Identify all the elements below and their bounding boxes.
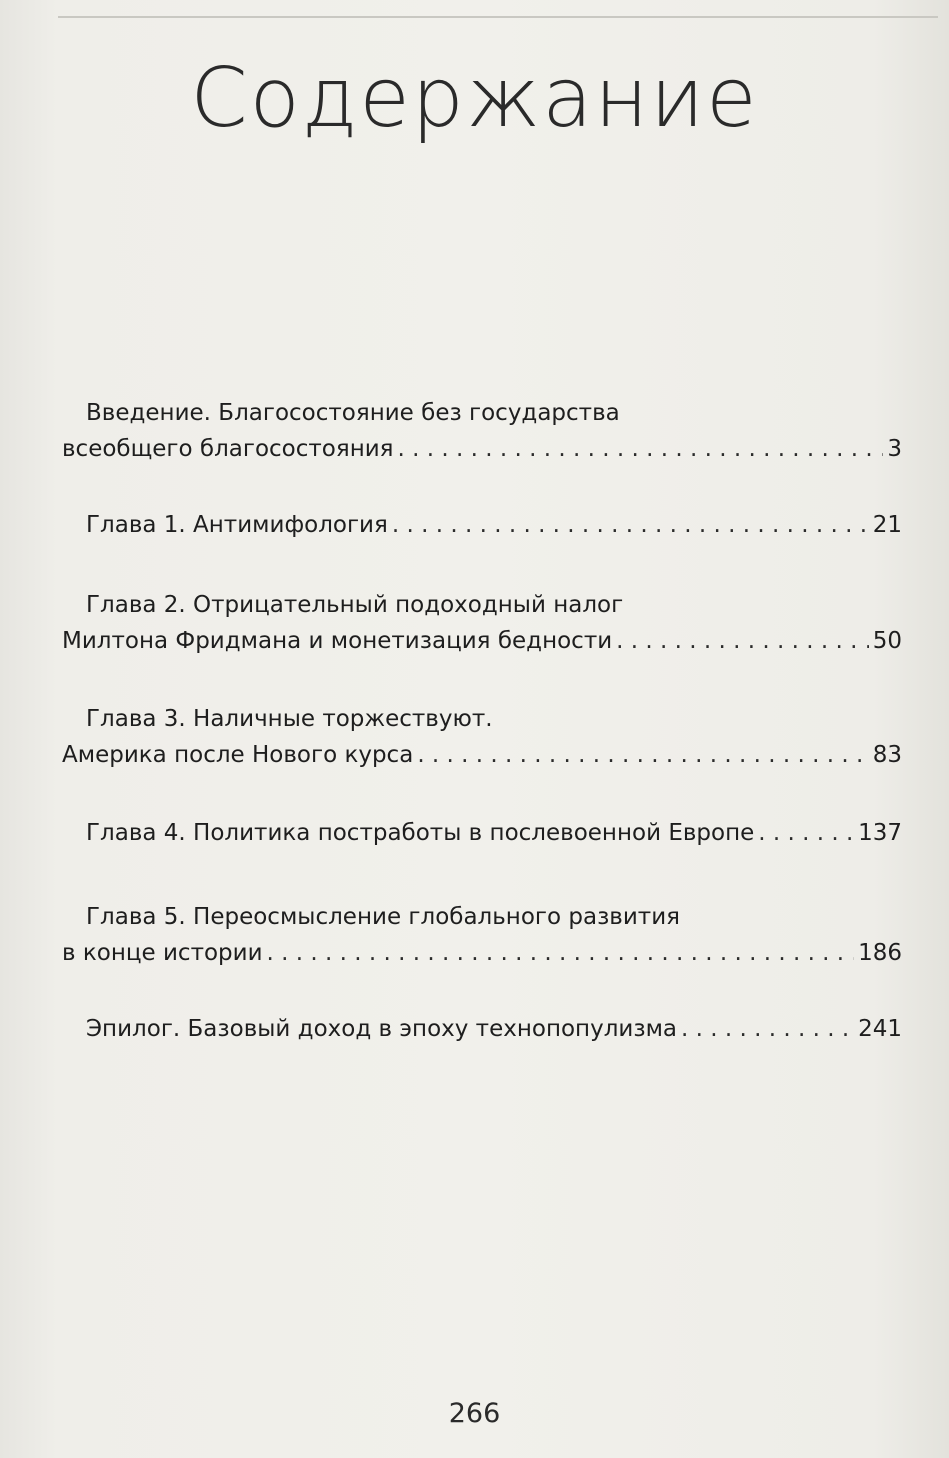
dot-leader: [758, 820, 854, 848]
top-rule: [58, 16, 938, 18]
dot-leader: [681, 1016, 854, 1044]
toc-entry-page: 83: [872, 742, 902, 768]
toc-entry-page: 3: [887, 436, 902, 462]
page-title: Содержание: [190, 51, 759, 146]
toc-entry-title-line1: Глава 5. Переосмысление глобального развития: [86, 904, 680, 930]
toc-entry-page: 21: [872, 512, 902, 538]
toc-entry-epilogue[interactable]: [62, 1016, 902, 1046]
toc-entry-chapter-2[interactable]: [62, 592, 902, 658]
toc-entry-title-line1: Глава 2. Отрицательный подоходный налог: [86, 592, 624, 618]
dot-leader: [616, 628, 869, 656]
toc-entry-title-line2: Милтона Фридмана и монетизация бедности: [62, 628, 613, 654]
toc-entry-chapter-1[interactable]: [62, 512, 902, 542]
toc-entry-introduction[interactable]: [62, 400, 902, 466]
toc-entry-title: Глава 1. Антимифология: [86, 512, 388, 538]
toc-entry-title: Глава 4. Политика постработы в послевоенной Европе: [86, 820, 755, 846]
page-number: 266: [448, 1398, 501, 1429]
toc-entry-title-line1: Введение. Благосостояние без государства: [86, 400, 620, 426]
toc-entry-page: 50: [872, 628, 902, 654]
toc-entry-page: 186: [858, 940, 902, 966]
toc-entry-title-line2: Америка после Нового курса: [62, 742, 414, 768]
dot-leader: [267, 940, 855, 968]
toc-entry-chapter-4[interactable]: [62, 820, 902, 850]
toc-entry-title: Эпилог. Базовый доход в эпоху технопопулизма: [86, 1016, 678, 1042]
dot-leader: [417, 742, 868, 770]
toc-entry-page: 241: [858, 1016, 902, 1042]
toc-entry-chapter-3[interactable]: [62, 706, 902, 772]
dot-leader: [392, 512, 869, 540]
toc-entry-page: 137: [858, 820, 902, 846]
dot-leader: [398, 436, 884, 464]
toc-entry-title-line2: всеобщего благосостояния: [62, 436, 394, 462]
toc-entry-title-line2: в конце истории: [62, 940, 263, 966]
toc-entry-chapter-5[interactable]: [62, 904, 902, 970]
toc-entry-title-line1: Глава 3. Наличные торжествуют.: [86, 706, 493, 732]
